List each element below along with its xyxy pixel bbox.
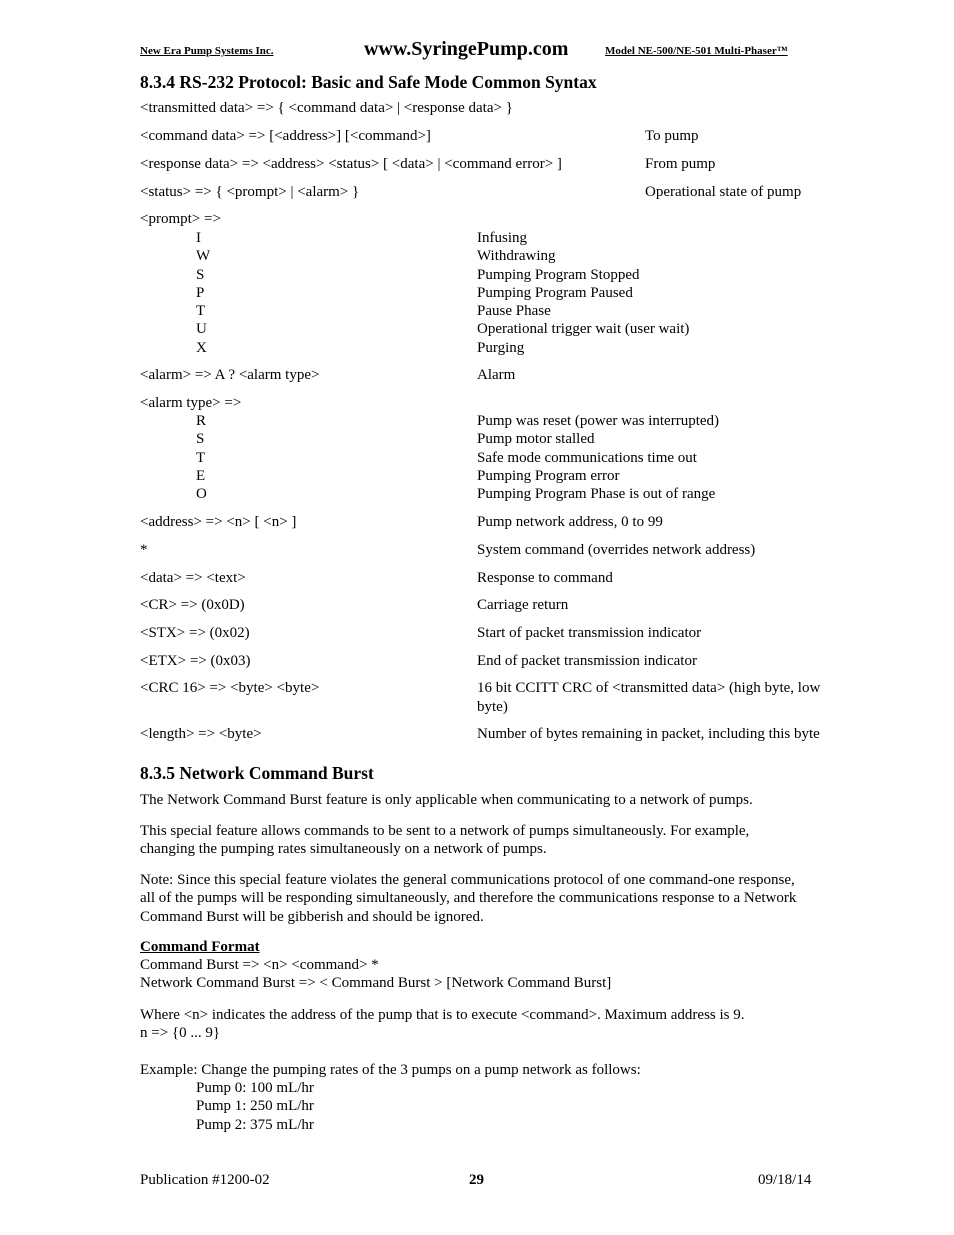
footer-publication: Publication #1200-02 [140, 1172, 270, 1188]
syntax-length: <length> => <byte> [140, 726, 262, 742]
header-company: New Era Pump Systems Inc. [140, 45, 274, 57]
alarm-type-desc: Pump was reset (power was interrupted) [477, 413, 720, 429]
alarm-type-code: S [196, 431, 205, 448]
alarm-type-desc: Pumping Program Phase is out of range [477, 486, 716, 503]
syntax-crc16: <CRC 16> => <byte> <byte> [140, 680, 320, 696]
desc-response-data: From pump [645, 156, 716, 172]
alarm-type-label: <alarm type> => [140, 395, 242, 411]
desc-etx: End of packet transmission indicator [477, 653, 697, 669]
prompt-desc: Pumping Program Stopped [477, 266, 640, 283]
syntax-alarm: <alarm> => A ? <alarm type> [140, 367, 320, 383]
desc-system-command: System command (overrides network address) [477, 542, 756, 558]
desc-stx: Start of packet transmission indicator [477, 625, 702, 641]
prompt-code: I [196, 230, 201, 246]
prompt-code: P [196, 284, 205, 301]
syntax-response-data: <response data> => <address> <status> [ <data> | <command error> ] [140, 156, 562, 172]
section-835-title: 8.3.5 Network Command Burst [140, 763, 374, 783]
where-line: n => {0 ... 9} [140, 1025, 221, 1042]
paragraph-line: changing the pumping rates simultaneously on a network of pumps. [140, 841, 547, 858]
section-834-title: 8.3.4 RS-232 Protocol: Basic and Safe Mode Common Syntax [140, 72, 597, 92]
desc-command-data: To pump [645, 128, 699, 144]
syntax-address: <address> => <n> [ <n> ] [140, 514, 297, 530]
prompt-code: S [196, 266, 205, 283]
prompt-descriptions [477, 229, 689, 357]
format-line: Command Burst => <n> <command> * [140, 957, 379, 973]
paragraph-line: This special feature allows commands to be sent to a network of pumps simultaneously. For example, [140, 823, 750, 839]
paragraph-special-feature [140, 822, 749, 859]
alarm-type-codes [196, 412, 207, 503]
desc-crc16-line1: 16 bit CCITT CRC of <transmitted data> (high byte, low [477, 680, 821, 696]
footer-page-number: 29 [469, 1172, 484, 1188]
prompt-code: T [196, 303, 206, 320]
alarm-type-code: E [196, 467, 206, 484]
desc-cr: Carriage return [477, 597, 569, 613]
prompt-code: U [196, 321, 207, 338]
alarm-type-desc: Safe mode communications time out [477, 449, 697, 466]
desc-status: Operational state of pump [645, 184, 802, 200]
syntax-command-data: <command data> => [<address>] [<command>] [140, 128, 431, 144]
example-item: Pump 2: 375 mL/hr [196, 1116, 314, 1133]
alarm-type-desc: Pumping Program error [477, 467, 620, 484]
alarm-type-code: R [196, 413, 207, 429]
desc-length: Number of bytes remaining in packet, including this byte [477, 726, 820, 742]
header-model: Model NE-500/NE-501 Multi-Phaser™ [605, 45, 788, 57]
prompt-codes [196, 229, 210, 357]
prompt-code: X [196, 339, 207, 356]
syntax-etx: <ETX> => (0x03) [140, 653, 251, 669]
example-intro: Example: Change the pumping rates of the 3 pumps on a pump network as follows: [140, 1062, 641, 1078]
paragraph-line: all of the pumps will be responding simultaneously, and therefore the communications response to a Network [140, 890, 797, 907]
prompt-desc: Purging [477, 339, 525, 356]
prompt-desc: Withdrawing [477, 248, 556, 265]
alarm-type-code: T [196, 449, 206, 466]
paragraph-applicability: The Network Command Burst feature is only applicable when communicating to a network of pumps. [140, 792, 753, 808]
alarm-type-code: O [196, 486, 207, 503]
syntax-data: <data> => <text> [140, 570, 246, 586]
syntax-status: <status> => { <prompt> | <alarm> } [140, 184, 360, 200]
alarm-type-desc: Pump motor stalled [477, 431, 595, 448]
prompt-desc: Operational trigger wait (user wait) [477, 321, 690, 338]
syntax-cr: <CR> => (0x0D) [140, 597, 245, 613]
example-item: Pump 1: 250 mL/hr [196, 1098, 314, 1115]
prompt-desc: Pumping Program Paused [477, 284, 633, 301]
paragraph-note [140, 871, 796, 926]
desc-alarm: Alarm [477, 367, 516, 383]
syntax-system-command: * [140, 542, 148, 558]
footer-date: 09/18/14 [758, 1172, 812, 1188]
desc-address: Pump network address, 0 to 99 [477, 514, 663, 530]
example-items [196, 1079, 314, 1134]
prompt-label: <prompt> => [140, 211, 221, 227]
prompt-desc: Pause Phase [477, 303, 551, 320]
prompt-desc: Infusing [477, 230, 527, 246]
command-format-title: Command Format [140, 939, 260, 955]
desc-crc16-line2: byte) [477, 699, 508, 715]
example-item: Pump 0: 100 mL/hr [196, 1080, 314, 1096]
where-lines [140, 1006, 745, 1043]
prompt-code: W [196, 248, 211, 265]
desc-data: Response to command [477, 570, 613, 586]
transmitted-data-syntax: <transmitted data> => { <command data> | <response data> } [140, 100, 513, 116]
paragraph-line: Note: Since this special feature violates the general communications protocol of one command-one response, [140, 872, 795, 888]
format-line: Network Command Burst => < Command Burst > [Network Command Burst] [140, 975, 612, 992]
syntax-stx: <STX> => (0x02) [140, 625, 250, 641]
alarm-type-descriptions [477, 412, 719, 503]
header-website: www.SyringePump.com [364, 38, 569, 60]
command-format-lines [140, 956, 611, 993]
where-line: Where <n> indicates the address of the pump that is to execute <command>. Maximum address is 9. [140, 1007, 745, 1023]
paragraph-line: Command Burst will be gibberish and should be ignored. [140, 908, 484, 925]
